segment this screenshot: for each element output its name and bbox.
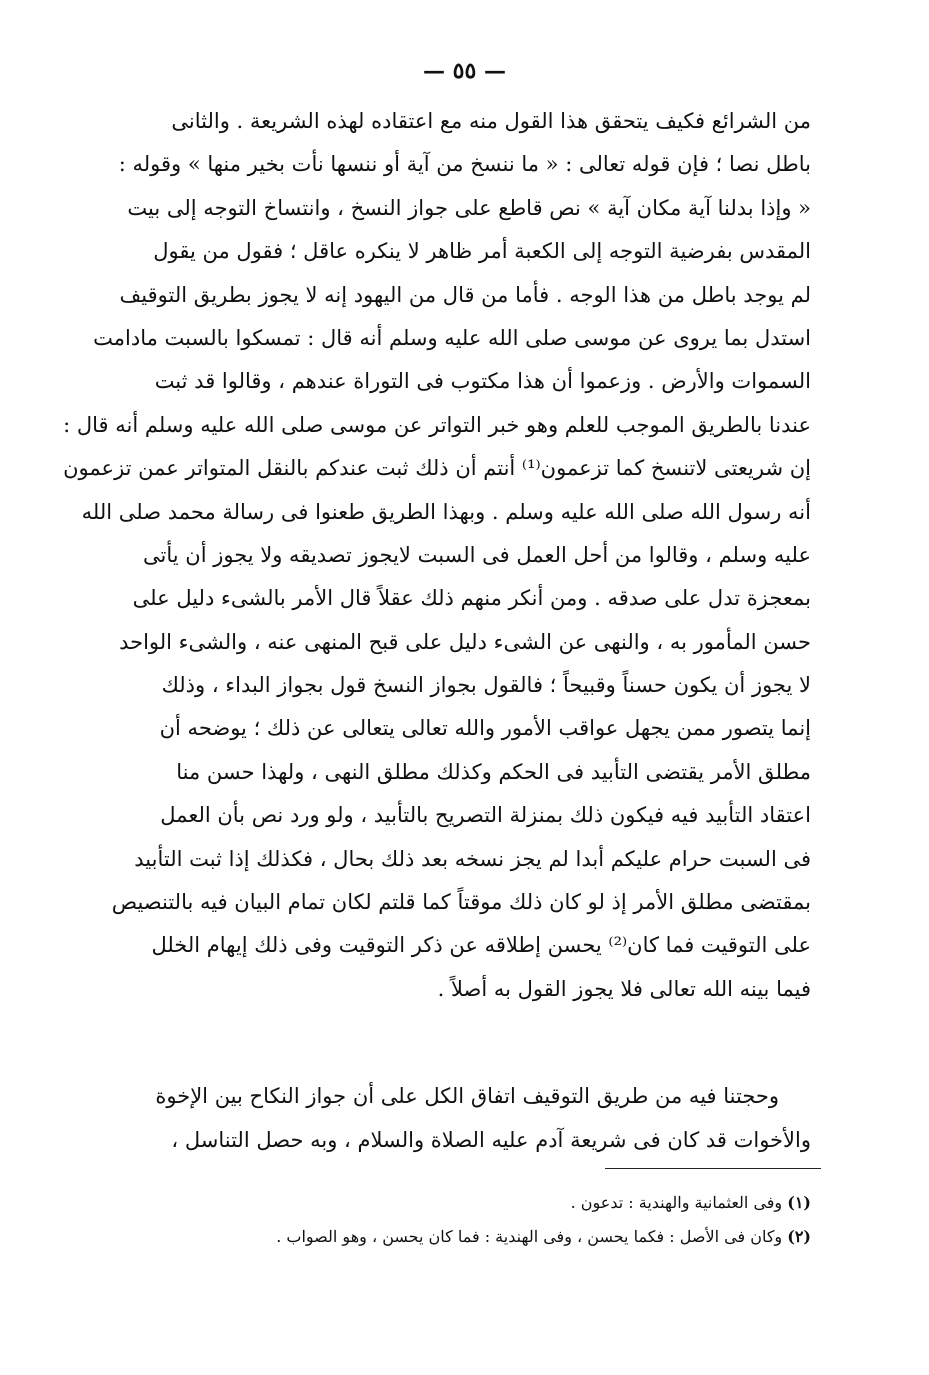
text-line: بمقتضى مطلق الأمر إذ لو كان ذلك موقتاً كما قلتم لكان تمام البيان فيه بالتنصيص bbox=[111, 890, 811, 915]
page-number: — ٥٥ — bbox=[423, 58, 506, 84]
text-line: فى السبت حرام عليكم أبدا لم يجز نسخه بعد ذلك بحال ، فكذلك إذا ثبت التأبيد bbox=[134, 846, 811, 871]
footnote-text: وفى العثمانية والهندية : تدعون . bbox=[570, 1193, 783, 1212]
footnote-1 bbox=[111, 1186, 811, 1220]
text-line: اعتقاد التأبيد فيه فيكون ذلك بمنزلة التصريح بالتأبيد ، ولو ورد نص بأن العمل bbox=[160, 803, 811, 828]
text-line: إن شريعتى لاتنسخ كما تزعمون⁽¹⁾ أنتم أن ذلك ثبت عندكم بالنقل المتواتر عمن تزعمون bbox=[63, 456, 811, 481]
text-line: على التوقيت فما كان⁽²⁾ يحسن إطلاقه عن ذكر التوقيت وفى ذلك إيهام الخلل bbox=[151, 933, 811, 958]
footnotes bbox=[111, 1186, 811, 1254]
text-line: لم يوجد باطل من هذا الوجه . فأما من قال من اليهود إنه لا يجوز بطريق التوقيف bbox=[119, 282, 811, 307]
text-line: والأخوات قد كان فى شريعة آدم عليه الصلاة والسلام ، وبه حصل التناسل ، bbox=[171, 1128, 811, 1152]
text-line: وحجتنا فيه من طريق التوقيف اتفاق الكل على أن جواز النكاح بين الإخوة bbox=[155, 1084, 779, 1108]
text-line: باطل نصا ؛ فإن قوله تعالى : « ما ننسخ من آية أو ننسها نأت بخير منها » وقوله : bbox=[118, 152, 811, 177]
text-line: إنما يتصور ممن يجهل عواقب الأمور والله تعالى يتعالى عن ذلك ؛ يوضحه أن bbox=[159, 716, 811, 741]
footnote-text: وكان فى الأصل : فكما يحسن ، وفى الهندية : فما كان يحسن ، وهو الصواب . bbox=[276, 1227, 783, 1246]
text-line: حسن المأمور به ، والنهى عن الشىء دليل على قبح المنهى عنه ، والشىء الواحد bbox=[119, 629, 811, 654]
text-line: المقدس بفرضية التوجه إلى الكعبة أمر ظاهر لا ينكره عاقل ؛ فقول من يقول bbox=[153, 239, 811, 264]
text-line: من الشرائع فكيف يتحقق هذا القول منه مع اعتقاده لهذه الشريعة . والثانى bbox=[171, 109, 811, 133]
footnote-2 bbox=[111, 1220, 811, 1254]
footnote-divider bbox=[605, 1168, 821, 1169]
text-line: أنه رسول الله صلى الله عليه وسلم . وبهذا الطريق طعنوا فى رسالة محمد صلى الله bbox=[81, 499, 811, 524]
text-line: استدل بما يروى عن موسى صلى الله عليه وسلم أنه قال : تمسكوا بالسبت مادامت bbox=[93, 325, 811, 350]
text-line: عندنا بالطريق الموجب للعلم وهو خبر التواتر عن موسى صلى الله عليه وسلم أنه قال : bbox=[63, 412, 811, 437]
text-line: « وإذا بدلنا آية مكان آية » نص قاطع على جواز النسخ ، وانتساخ التوجه إلى بيت bbox=[127, 195, 811, 220]
text-line: لا يجوز أن يكون حسناً وقبيحاً ؛ فالقول بجواز النسخ قول بجواز البداء ، وذلك bbox=[161, 673, 811, 698]
footnote-mark: (١) bbox=[787, 1193, 811, 1212]
second-paragraph bbox=[111, 1074, 811, 1162]
text-line: مطلق الأمر يقتضى التأبيد فى الحكم وكذلك مطلق النهى ، ولهذا حسن منا bbox=[176, 759, 811, 784]
main-paragraph bbox=[63, 100, 811, 1011]
text-line: بمعجزة تدل على صدقه . ومن أنكر منهم ذلك عقلاً قال الأمر بالشىء دليل على bbox=[132, 586, 811, 611]
footnote-mark: (٢) bbox=[787, 1227, 811, 1246]
text-line: فيما بينه الله تعالى فلا يجوز القول به أصلاً . bbox=[437, 976, 811, 1001]
text-line: السموات والأرض . وزعموا أن هذا مكتوب فى التوراة عندهم ، وقالوا قد ثبت bbox=[154, 369, 811, 394]
text-line: عليه وسلم ، وقالوا من أحل العمل فى السبت لايجوز تصديقه ولا يجوز أن يأتى bbox=[143, 542, 811, 567]
